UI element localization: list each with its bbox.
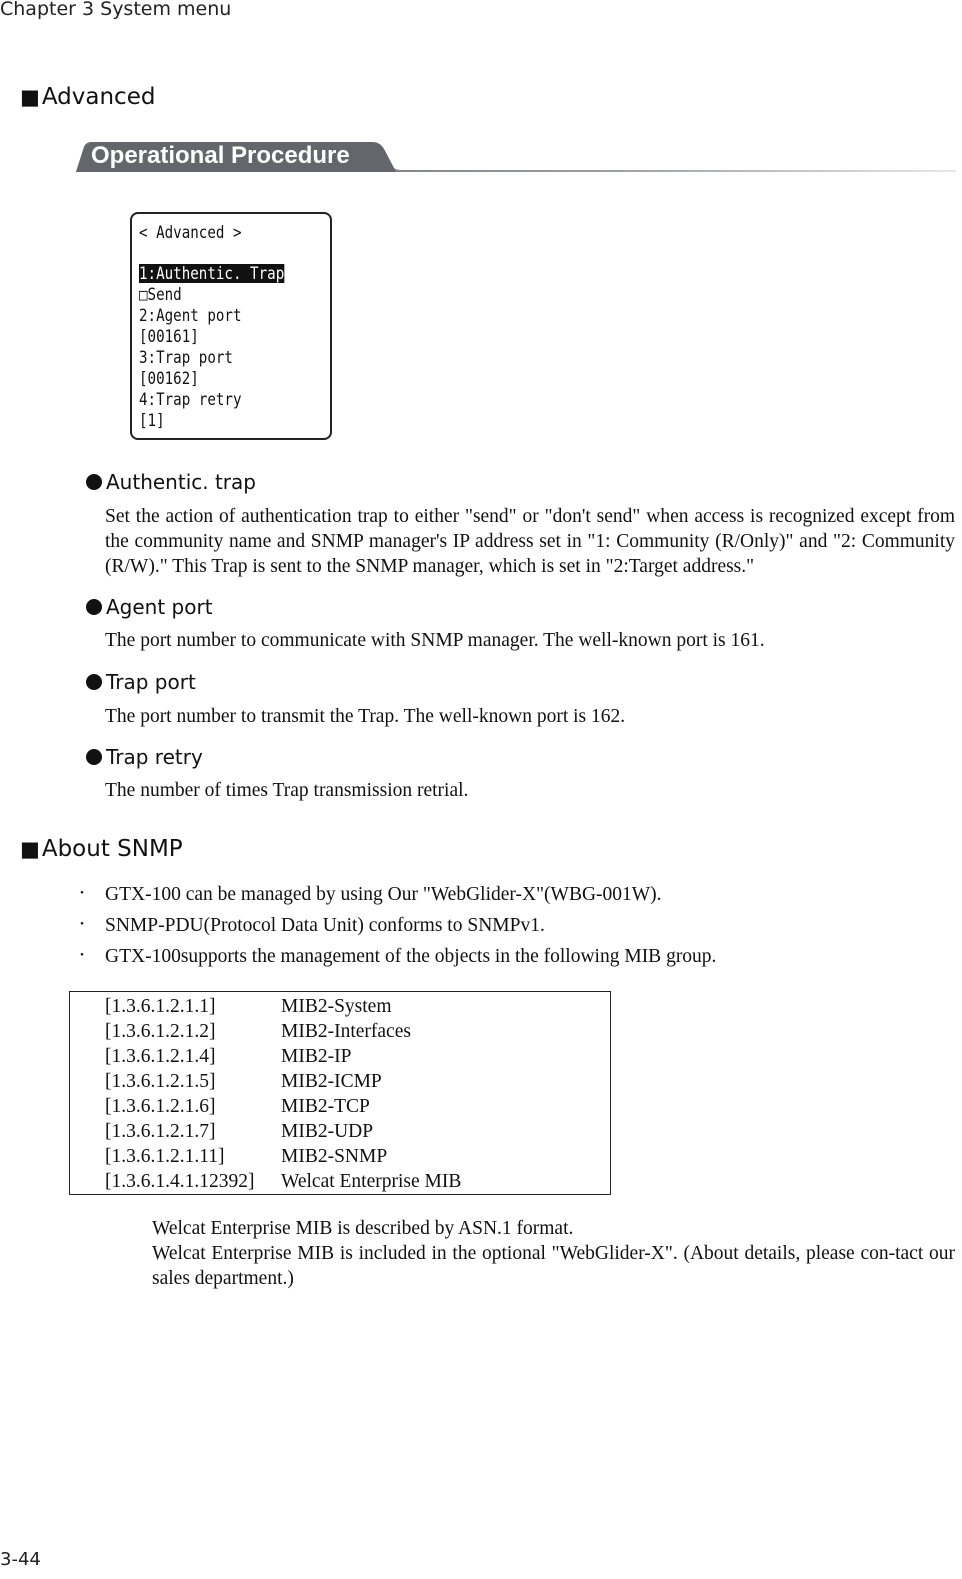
list-item-text: SNMP-PDU(Protocol Data Unit) conforms to SNMPv1.	[105, 915, 545, 936]
item-description: The port number to communicate with SNMP manager. The well-known port is 161.	[105, 630, 765, 651]
item-description: Set the action of authentication trap to either "send" or "don't send" when access is recognized except from the community name and SNMP manager's IP address set in "1: Community (R/Only)" and "2: Community (R/W)." This Trap is sent to the SNMP manager, which is set in "2:Target address."	[105, 506, 955, 577]
mib-name: MIB2-TCP	[281, 1096, 370, 1117]
item-description: The port number to transmit the Trap. The well-known port is 162.	[105, 706, 626, 727]
square-bullet-icon: ■	[20, 85, 40, 109]
item-title-trap-port	[86, 670, 196, 694]
bullet-dot-icon: ・	[75, 949, 89, 964]
mib-oid: [1.3.6.1.2.1.6]	[105, 1096, 216, 1117]
mib-name: MIB2-UDP	[281, 1121, 374, 1142]
section-title-advanced-label: Advanced	[41, 84, 156, 110]
lcd-line: [00161]	[139, 327, 199, 346]
item-title-authentic-trap	[86, 470, 256, 494]
item-title-agent-port	[86, 595, 213, 619]
banner-label: Operational Procedure	[91, 142, 350, 169]
lcd-line: 3:Trap port	[139, 348, 233, 367]
mib-oid: [1.3.6.1.2.1.1]	[105, 996, 216, 1017]
note-line: Welcat Enterprise MIB is described by ASN.1 format.	[152, 1218, 574, 1239]
mib-name: MIB2-IP	[281, 1046, 352, 1067]
item-description: The number of times Trap transmission retrial.	[105, 780, 469, 801]
list-item-text: GTX-100 can be managed by using Our "WebGlider-X"(WBG-001W).	[105, 884, 662, 905]
mib-name: MIB2-System	[281, 996, 392, 1017]
lcd-line: □Send	[139, 285, 182, 304]
chapter-header: Chapter 3 System menu	[0, 0, 232, 20]
filled-circle-icon	[86, 674, 102, 690]
mib-name: MIB2-SNMP	[281, 1146, 388, 1167]
section-title-about-snmp	[20, 836, 183, 862]
mib-oid: [1.3.6.1.2.1.7]	[105, 1121, 216, 1142]
lcd-line: [00162]	[139, 369, 199, 388]
bullet-dot-icon: ・	[75, 918, 89, 933]
mib-name: MIB2-Interfaces	[281, 1021, 411, 1042]
lcd-title: < Advanced >	[139, 223, 242, 242]
section-title-advanced	[20, 84, 155, 110]
note-line: Welcat Enterprise MIB is included in the optional "WebGlider-X". (About details, please con-tact our sales department.)	[152, 1243, 955, 1289]
item-title-label: Trap retry	[106, 745, 203, 769]
mib-group-table	[69, 991, 611, 1195]
filled-circle-icon	[86, 599, 102, 615]
operational-procedure-banner	[76, 141, 956, 173]
mib-oid: [1.3.6.1.2.1.4]	[105, 1046, 216, 1067]
lcd-line: 4:Trap retry	[139, 390, 242, 409]
item-title-label: Agent port	[106, 595, 213, 619]
item-title-label: Authentic. trap	[106, 470, 256, 494]
item-title-trap-retry	[86, 745, 203, 769]
mib-oid: [1.3.6.1.4.1.12392]	[105, 1171, 255, 1192]
filled-circle-icon	[86, 474, 102, 490]
list-item-text: GTX-100supports the management of the objects in the following MIB group.	[105, 946, 717, 967]
item-title-label: Trap port	[106, 670, 196, 694]
mib-name: MIB2-ICMP	[281, 1071, 382, 1092]
bullet-dot-icon: ・	[75, 887, 89, 902]
mib-name: Welcat Enterprise MIB	[281, 1171, 462, 1192]
lcd-line: 2:Agent port	[139, 306, 242, 325]
square-bullet-icon: ■	[20, 837, 40, 861]
mib-oid: [1.3.6.1.2.1.2]	[105, 1021, 216, 1042]
filled-circle-icon	[86, 749, 102, 765]
section-title-snmp-label: About SNMP	[41, 836, 183, 862]
lcd-screen	[130, 212, 332, 440]
mib-oid: [1.3.6.1.2.1.5]	[105, 1071, 216, 1092]
mib-oid: [1.3.6.1.2.1.11]	[105, 1146, 225, 1167]
lcd-line-selected[interactable]: 1:Authentic. Trap	[139, 264, 285, 283]
lcd-line: [1]	[139, 411, 165, 430]
page-number: 3-44	[0, 1549, 41, 1570]
